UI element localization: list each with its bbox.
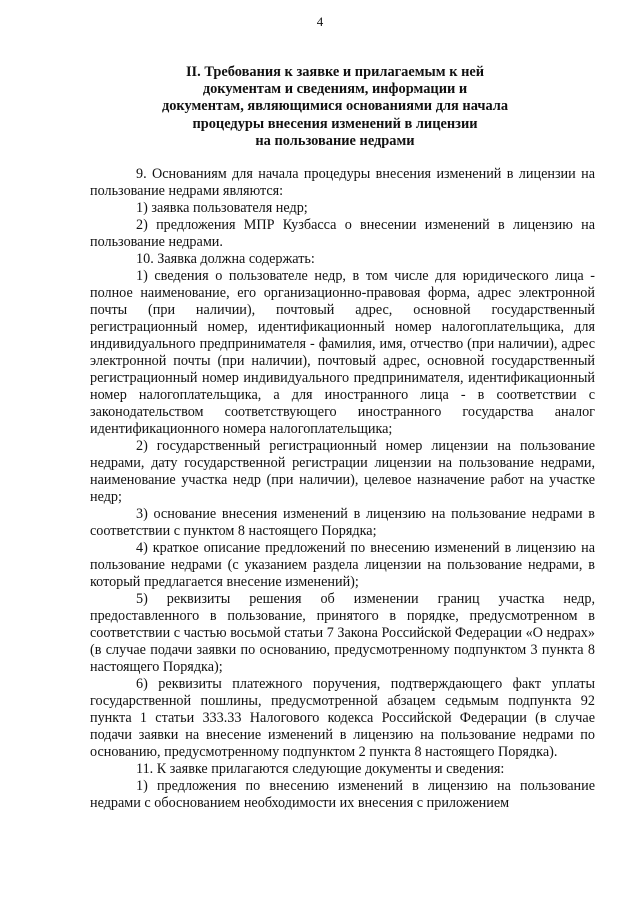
paragraph-subitem: 3) основание внесения изменений в лицензию на пользование недрами в соответствии с пунктом 8 настоящего Порядка; bbox=[90, 506, 595, 539]
heading-line: процедуры внесения изменений в лицензии bbox=[192, 115, 478, 132]
page-number: 4 bbox=[316, 14, 324, 29]
heading-line: II. Требования к заявке и прилагаемым к ней bbox=[185, 64, 485, 80]
paragraph-subitem: 1) сведения о пользователе недр, в том числе для юридического лица - полное наименование, его организационно-правовая форма, адрес электронной почты (при наличии), почтовый адрес, основной государственный регистрационный номер, идентификационный номер налогоплательщика, для индивидуального предпринимателя - фамилия, имя, отчество (при наличии), адрес электронной почты (при наличии), почтовый адрес, основной государственный регистрационный номер индивидуального предпринимателя, идентификационный номер налогоплательщика, а для иностранного лица - в соответствии с законодательством соответствующего иностранного государства аналог идентификационного номера налогоплательщика; bbox=[90, 268, 595, 437]
heading-line: документам и сведениям, информации и bbox=[202, 81, 468, 98]
heading-line: документам, являющимися основаниями для начала bbox=[161, 98, 509, 115]
paragraph-item-10: 10. Заявка должна содержать: bbox=[136, 251, 315, 267]
paragraph-subitem: 2) предложения МПР Кузбасса о внесении изменений в лицензию на пользование недрами. bbox=[90, 217, 595, 250]
paragraph-subitem: 1) предложения по внесению изменений в лицензию на пользование недрами с обоснованием необходимости их внесения с приложением bbox=[90, 778, 595, 811]
paragraph-subitem: 4) краткое описание предложений по внесению изменений в лицензию на пользование недрами (с указанием раздела лицензии на пользование недрами, в который предлагается внесение изменений); bbox=[90, 540, 595, 590]
section-heading bbox=[90, 64, 580, 150]
paragraph-subitem: 6) реквизиты платежного поручения, подтверждающего факт уплаты государственной пошлины, предусмотренной абзацем седьмым подпункта 92 пункта 1 статьи 333.33 Налогового кодекса Российской Федерации (в случае подачи заявки на внесение изменений в лицензию на пользование недрами по основанию, предусмотренному подпунктом 2 пункта 8 настоящего Порядка). bbox=[90, 676, 595, 760]
paragraph-subitem: 5) реквизиты решения об изменении границ участка недр, предоставленного в пользование, принятого в порядке, предусмотренном в соответствии с частью восьмой статьи 7 Закона Российской Федерации «О недрах» (в случае подачи заявки по основанию, предусмотренному подпунктом 3 пункта 8 настоящего Порядка); bbox=[90, 591, 595, 675]
paragraph-item-11: 11. К заявке прилагаются следующие документы и сведения: bbox=[136, 761, 505, 777]
paragraph-item-9: 9. Основаниям для начала процедуры внесения изменений в лицензии на пользование недрами являются: bbox=[90, 166, 595, 199]
heading-line: на пользование недрами bbox=[255, 132, 415, 149]
paragraph-subitem: 1) заявка пользователя недр; bbox=[136, 200, 308, 216]
document-body bbox=[90, 166, 595, 812]
paragraph-subitem: 2) государственный регистрационный номер лицензии на пользование недрами, дату государственной регистрации лицензии на пользование недрами, наименование участка недр (при наличии), целевое назначение работ на участке недр; bbox=[90, 438, 595, 505]
